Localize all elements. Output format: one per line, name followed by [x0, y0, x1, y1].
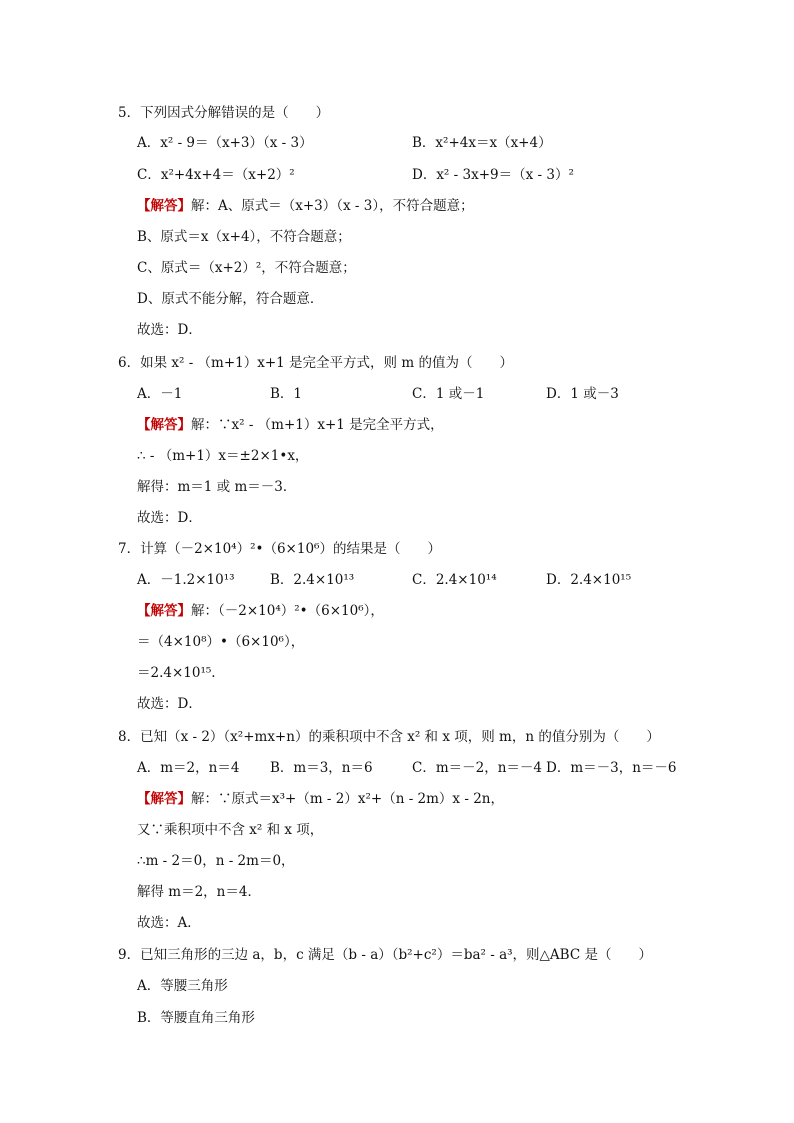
option-8a: A．m＝2，n＝4 [137, 760, 240, 776]
question-7: 7．计算（－2×10⁴）²•（6×10⁶）的结果是（ ） [118, 541, 441, 557]
answer-6-line-1 [137, 416, 444, 434]
answer-8-line-5: 故选：A． [137, 915, 201, 931]
option-6b: B．1 [270, 386, 303, 402]
answer-5-line-1 [137, 197, 474, 215]
option-5a: A．x² - 9＝（x+3）（x - 3） [137, 135, 313, 151]
option-6c: C．1 或－1 [412, 386, 485, 402]
option-9a: A．等腰三角形 [137, 978, 228, 994]
answer-8-line-2: 又∵乘积项中不含 x² 和 x 项， [137, 822, 324, 838]
question-5: 5．下列因式分解错误的是（ ） [118, 105, 330, 121]
answer-tag: 【解答】 [137, 198, 191, 214]
answer-6-line-2: ∴ - （m+1）x＝±2×1•x， [137, 448, 309, 464]
option-5b: B．x²+4x＝x（x+4） [412, 135, 552, 151]
answer-tag: 【解答】 [137, 791, 191, 807]
option-6a: A．－1 [137, 386, 183, 402]
answer-6-line-3: 解得：m＝1 或 m＝－3． [137, 479, 297, 495]
option-8d: D．m＝－3，n＝－6 [546, 760, 677, 776]
option-9b: B．等腰直角三角形 [137, 1010, 255, 1026]
option-8c: C．m＝－2，n＝－4 [412, 760, 543, 776]
option-6d: D．1 或－3 [546, 386, 619, 402]
answer-text: 解：（－2×10⁴）²•（6×10⁶）， [191, 603, 384, 619]
option-7c: C．2.4×10¹⁴ [412, 572, 497, 588]
answer-tag: 【解答】 [137, 603, 191, 619]
answer-7-line-2: ＝（4×10⁸）•（6×10⁶）， [137, 634, 305, 650]
answer-tag: 【解答】 [137, 417, 191, 433]
answer-5-line-3: C、原式＝（x+2）²，不符合题意； [137, 260, 356, 276]
answer-5-line-4: D、原式不能分解，符合题意． [137, 291, 324, 307]
answer-text: 解：A、原式＝（x+3）（x - 3），不符合题意； [191, 198, 474, 214]
option-7b: B．2.4×10¹³ [270, 572, 355, 588]
option-7a: A．－1.2×10¹³ [137, 572, 235, 588]
answer-8-line-1 [137, 790, 504, 808]
question-6: 6．如果 x² - （m+1）x+1 是完全平方式，则 m 的值为（ ） [118, 355, 513, 371]
answer-5-line-5: 故选：D． [137, 322, 202, 338]
answer-8-line-4: 解得 m＝2，n＝4． [137, 884, 261, 900]
question-8: 8．已知（x - 2）（x²+mx+n）的乘积项中不含 x² 和 x 项，则 m，n 的值分别为（ ） [118, 729, 660, 745]
answer-7-line-3: ＝2.4×10¹⁵. [137, 665, 216, 681]
option-8b: B．m＝3，n＝6 [270, 760, 373, 776]
answer-7-line-1 [137, 602, 384, 620]
option-5c: C．x²+4x+4＝（x+2）² [137, 167, 295, 183]
option-5d: D．x² - 3x+9＝（x - 3）² [412, 167, 574, 183]
answer-5-line-2: B、原式＝x（x+4），不符合题意； [137, 229, 351, 245]
answer-8-line-3: ∴m - 2＝0，n - 2m＝0， [137, 853, 295, 869]
answer-text: 解：∵x² - （m+1）x+1 是完全平方式， [191, 417, 444, 433]
question-9: 9．已知三角形的三边 a，b，c 满足（b - a）（b²+c²）＝ba² - a³，则△ABC 是（ ） [118, 947, 652, 963]
answer-6-line-4: 故选：D． [137, 510, 202, 526]
answer-text: 解：∵原式＝x³+（m - 2）x²+（n - 2m）x - 2n， [191, 791, 504, 807]
option-7d: D．2.4×10¹⁵ [546, 572, 632, 588]
answer-7-line-4: 故选：D． [137, 696, 202, 712]
